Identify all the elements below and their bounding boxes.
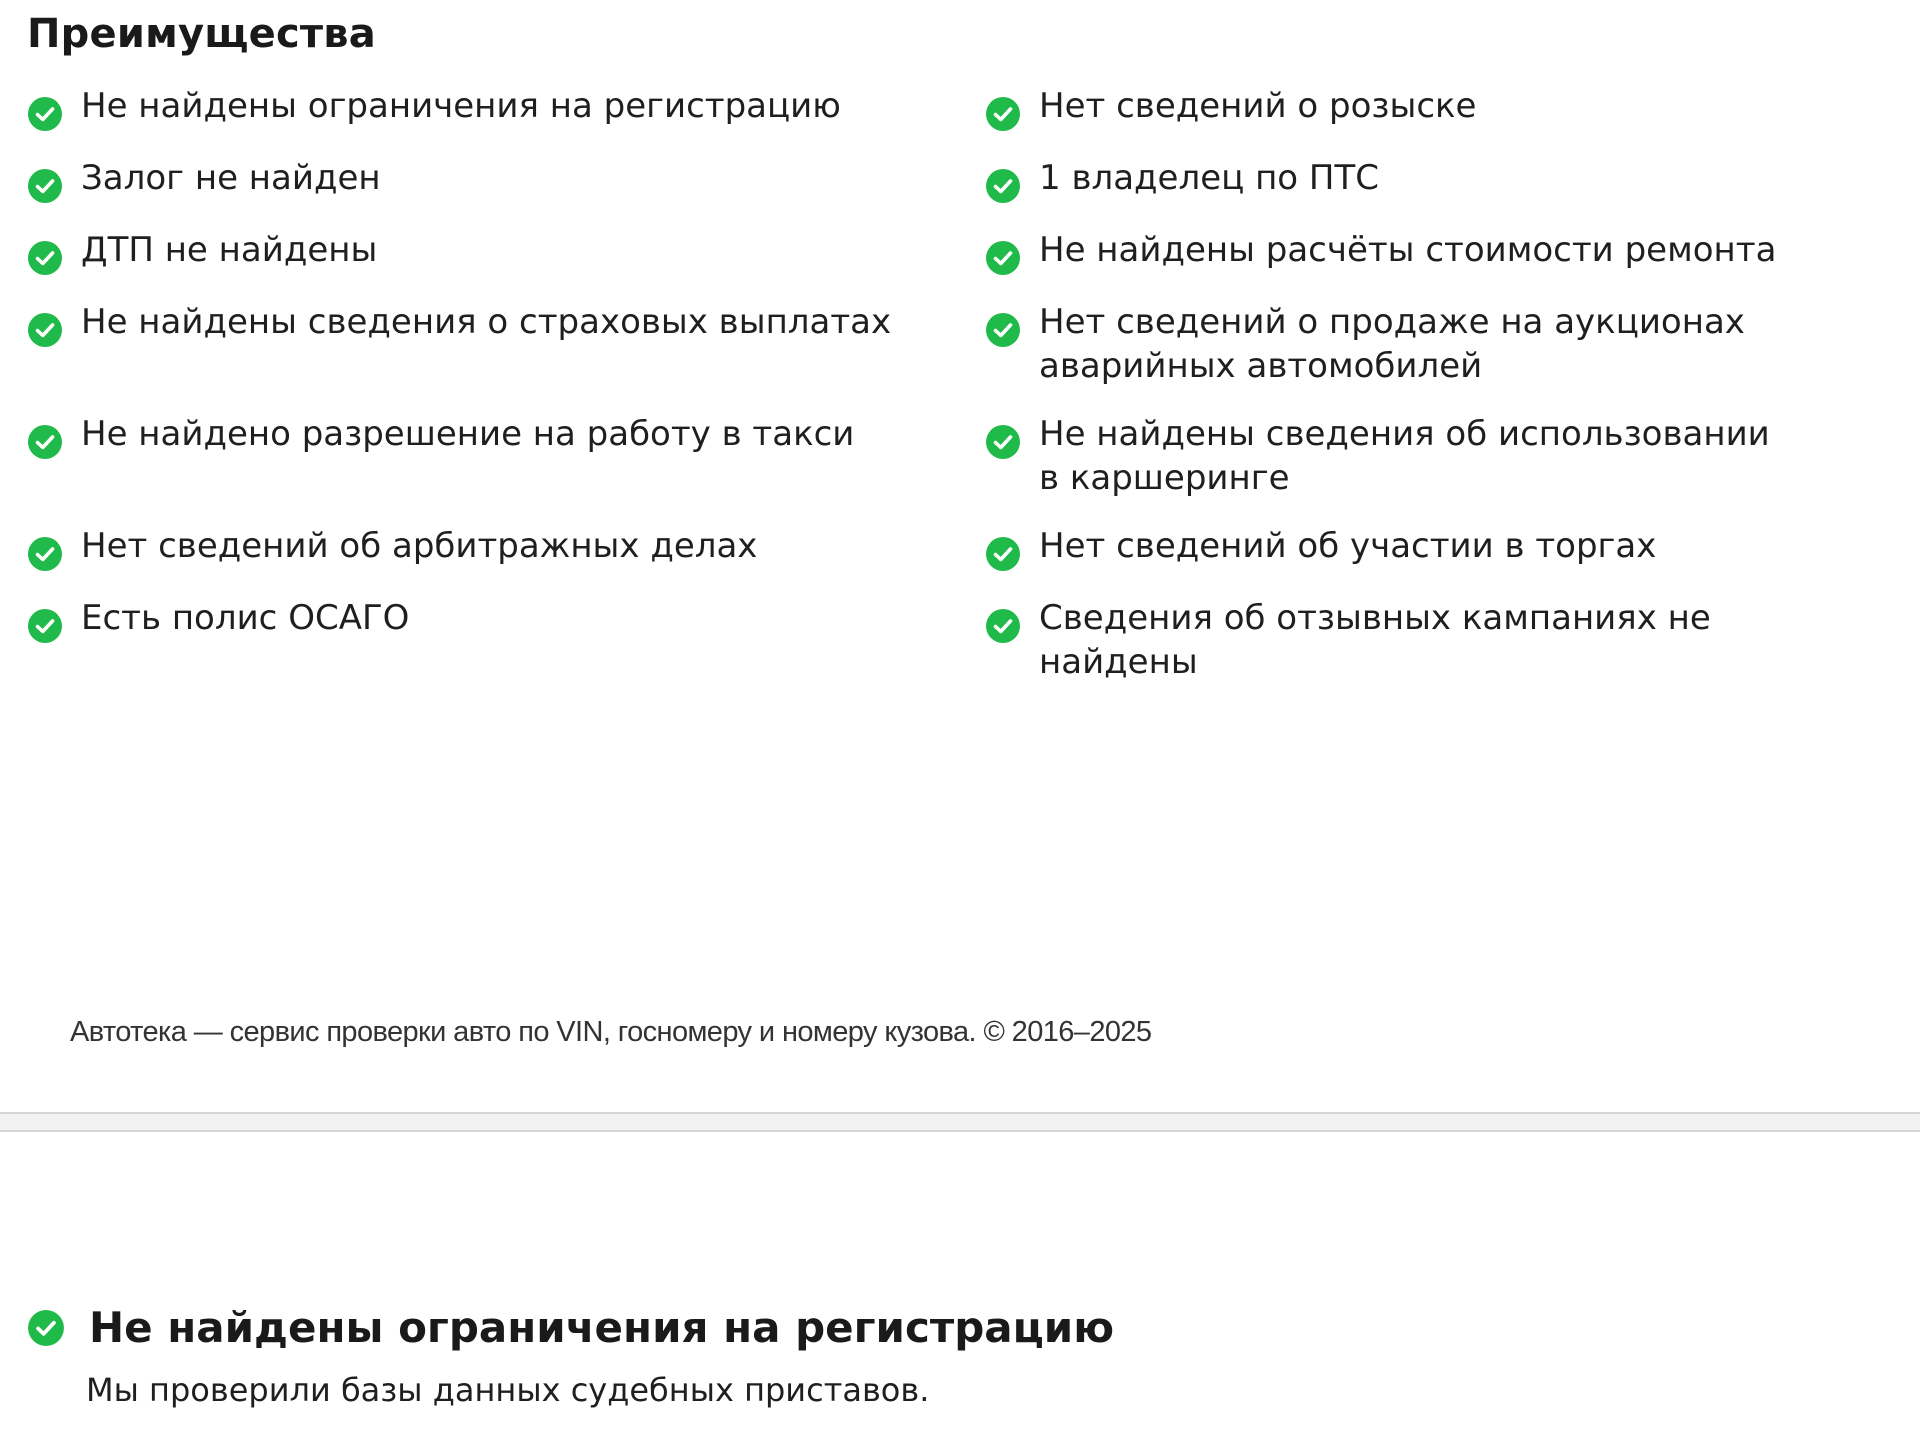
detail-title: Не найдены ограничения на регистрацию <box>89 1303 1115 1352</box>
advantage-item <box>27 524 985 596</box>
advantage-label: Не найдены сведения об использовании в каршеринге <box>1039 414 1770 498</box>
advantage-label: Залог не найден <box>81 158 381 198</box>
check-circle-icon <box>27 168 63 204</box>
advantage-label: Нет сведений об арбитражных делах <box>81 526 758 566</box>
advantage-label: Нет сведений о продаже на аукционах аварийных автомобилей <box>1039 302 1745 386</box>
check-circle-icon <box>27 240 63 276</box>
advantage-label: Сведения об отзывных кампаниях не найдены <box>1039 598 1711 682</box>
advantage-label: Не найдены сведения о страховых выплатах <box>81 302 892 342</box>
check-circle-icon <box>27 424 63 460</box>
advantage-label: Не найдены ограничения на регистрацию <box>81 86 841 126</box>
advantage-label: Есть полис ОСАГО <box>81 598 410 638</box>
advantage-label: Не найдено разрешение на работу в такси <box>81 414 855 454</box>
check-circle-icon <box>985 536 1021 572</box>
check-circle-icon <box>985 96 1021 132</box>
advantage-item <box>985 228 1907 300</box>
check-circle-icon <box>27 96 63 132</box>
check-circle-icon <box>985 608 1021 644</box>
check-circle-icon <box>27 608 63 644</box>
advantage-item <box>985 524 1907 596</box>
detail-section <box>27 1302 1887 1412</box>
advantage-item <box>27 156 985 228</box>
advantage-item <box>985 156 1907 228</box>
advantage-item <box>27 300 985 412</box>
advantage-label: 1 владелец по ПТС <box>1039 158 1379 198</box>
advantage-item <box>27 412 985 524</box>
advantage-label: Нет сведений о розыске <box>1039 86 1477 126</box>
check-circle-icon <box>985 424 1021 460</box>
check-circle-icon <box>27 312 63 348</box>
check-circle-icon <box>27 1309 65 1347</box>
footer-copyright: Автотека — сервис проверки авто по VIN, госномеру и номеру кузова. © 2016–2025 <box>70 1016 1152 1048</box>
check-circle-icon <box>985 312 1021 348</box>
section-divider <box>0 1112 1920 1132</box>
advantage-item <box>985 84 1907 156</box>
advantage-item <box>27 84 985 156</box>
advantages-title: Преимущества <box>27 11 376 57</box>
advantage-item <box>27 228 985 300</box>
advantage-label: Нет сведений об участии в торгах <box>1039 526 1657 566</box>
check-circle-icon <box>27 536 63 572</box>
advantage-label: ДТП не найдены <box>81 230 378 270</box>
advantage-item <box>985 300 1907 412</box>
advantage-item <box>985 596 1907 708</box>
advantage-item <box>985 412 1907 524</box>
check-circle-icon <box>985 240 1021 276</box>
advantage-label: Не найдены расчёты стоимости ремонта <box>1039 230 1777 270</box>
detail-header <box>27 1302 1887 1354</box>
advantages-list <box>27 84 1907 708</box>
detail-description: Мы проверили базы данных судебных приставов. <box>86 1371 930 1409</box>
advantage-item <box>27 596 985 708</box>
check-circle-icon <box>985 168 1021 204</box>
